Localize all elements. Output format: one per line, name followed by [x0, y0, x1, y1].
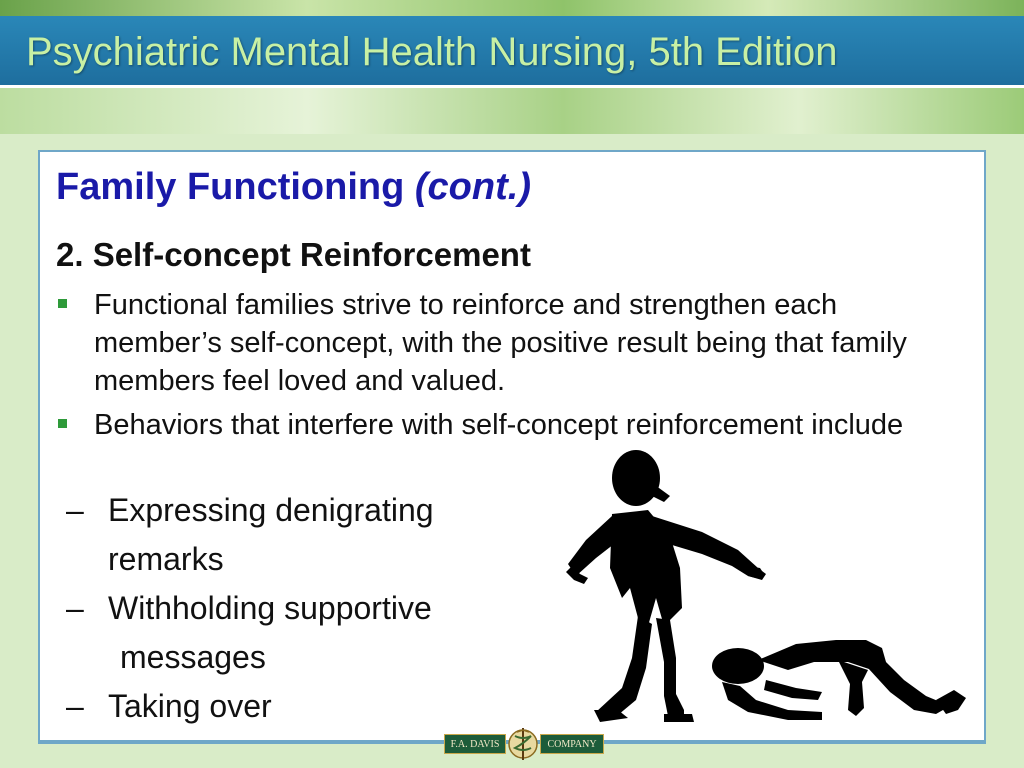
logo-text-right: COMPANY	[540, 734, 604, 754]
bullet-item	[56, 286, 936, 400]
dash-marker: –	[66, 688, 84, 724]
sub-bullet-list	[66, 486, 506, 731]
presentation-title: Psychiatric Mental Health Nursing, 5th Edition	[26, 30, 838, 74]
slide-heading-cont: (cont.)	[414, 166, 531, 208]
sub-bullet-item	[66, 584, 506, 633]
sub-bullet-text: remarks	[108, 541, 224, 577]
sub-bullet-continuation	[66, 535, 506, 584]
slide-heading	[56, 166, 531, 209]
bullet-text: Functional families strive to reinforce and strengthen each member’s self-concept, with the positive result being that family members feel loved and valued.	[94, 289, 907, 397]
bullet-text: Behaviors that interfere with self-concept reinforcement include	[94, 409, 904, 441]
sub-bullet-item	[66, 682, 506, 731]
dash-marker: –	[66, 492, 84, 528]
sub-bullet-text: messages	[120, 639, 266, 675]
square-bullet-icon	[58, 299, 67, 308]
kneeling-figure	[712, 640, 966, 720]
caduceus-icon	[507, 726, 539, 762]
square-bullet-icon	[58, 419, 67, 428]
sub-bullet-item	[66, 486, 506, 535]
publisher-logo	[444, 726, 604, 764]
logo-text-left: F.A. DAVIS	[444, 734, 506, 754]
slide-subheading: 2. Self-concept Reinforcement	[56, 236, 531, 273]
title-bar	[0, 16, 1024, 88]
bullet-item	[56, 406, 936, 444]
bullet-list	[56, 286, 936, 450]
sub-bullet-continuation	[66, 633, 506, 682]
pointing-figure-and-kneeling-figure-clipart	[552, 448, 992, 732]
sub-bullet-text: Withholding supportive	[108, 590, 432, 626]
sub-bullet-text: Taking over	[108, 688, 272, 724]
sub-bullet-text: Expressing denigrating	[108, 492, 434, 528]
decorative-band	[0, 88, 1024, 134]
decorative-top-strip	[0, 0, 1024, 16]
slide-heading-main: Family Functioning	[56, 166, 415, 208]
dash-marker: –	[66, 590, 84, 626]
